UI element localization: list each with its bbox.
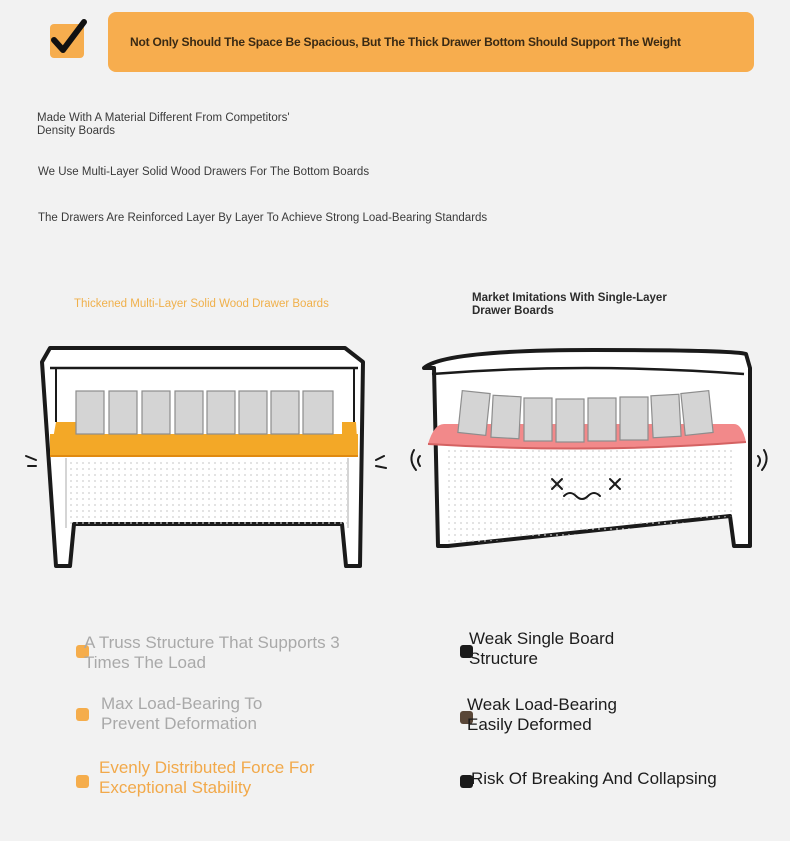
sagging-drawer-illustration xyxy=(404,340,776,560)
bullet-icon xyxy=(76,708,89,721)
feature-left-1-line-a: A Truss Structure That Supports 3 xyxy=(84,633,340,652)
feature-left-3 xyxy=(99,758,314,798)
right-panel-label-a: Market Imitations With Single-Layer xyxy=(472,292,667,304)
checkbox-badge xyxy=(50,24,84,58)
feature-right-3 xyxy=(471,769,717,789)
feature-left-3-line-a: Evenly Distributed Force For xyxy=(99,758,315,777)
intro-line-2: We Use Multi-Layer Solid Wood Drawers For The Bottom Boards xyxy=(38,166,370,178)
right-panel-label-b: Drawer Boards xyxy=(472,305,554,317)
feature-right-2-line-a: Weak Load-Bearing xyxy=(467,695,617,714)
feature-right-1 xyxy=(469,629,614,669)
right-panel-label xyxy=(472,292,667,318)
feature-left-1-line-b: Times The Load xyxy=(84,653,206,672)
feature-right-2 xyxy=(467,695,617,735)
headline-banner xyxy=(108,12,754,72)
feature-right-1-line-a: Weak Single Board xyxy=(469,629,615,648)
checkmark-icon xyxy=(48,16,88,60)
intro-line-3: The Drawers Are Reinforced Layer By Layer To Achieve Strong Load-Bearing Standards xyxy=(38,212,488,224)
feature-left-1 xyxy=(84,633,340,673)
feature-left-2 xyxy=(101,694,262,734)
feature-right-1-line-b: Structure xyxy=(469,649,538,668)
intro-line-1a: Made With A Material Different From Competitors' xyxy=(37,112,290,124)
intro-line-1 xyxy=(37,112,290,138)
intro-line-1b: Density Boards xyxy=(37,125,115,137)
feature-right-3-line-a: Risk Of Breaking And Collapsing xyxy=(471,769,717,788)
solid-drawer-illustration xyxy=(20,340,392,580)
feature-left-2-line-a: Max Load-Bearing To xyxy=(101,694,263,713)
feature-left-3-line-b: Exceptional Stability xyxy=(99,778,252,797)
feature-left-2-line-b: Prevent Deformation xyxy=(101,714,257,733)
bullet-icon xyxy=(76,775,89,788)
feature-right-2-line-b: Easily Deformed xyxy=(467,715,592,734)
banner-text: Not Only Should The Space Be Spacious, But The Thick Drawer Bottom Should Support The Weight xyxy=(130,35,681,49)
left-panel-label: Thickened Multi-Layer Solid Wood Drawer Boards xyxy=(74,298,329,310)
